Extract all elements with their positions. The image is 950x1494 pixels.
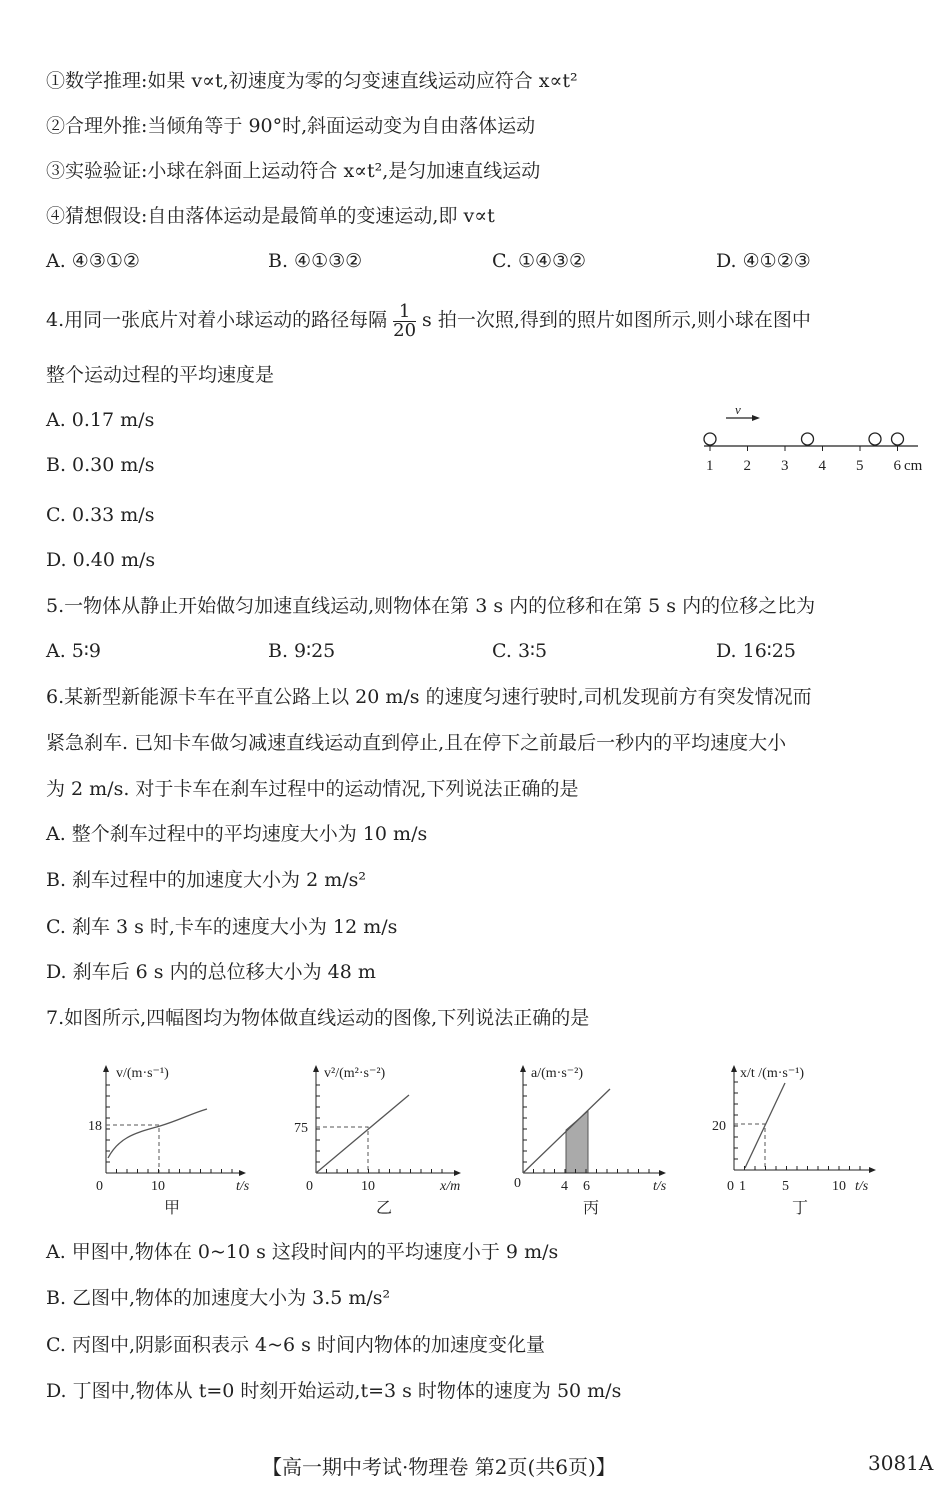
unit-label: cm (904, 458, 923, 474)
caption: 乙 (376, 1200, 393, 1217)
velocity-label: v (735, 402, 741, 417)
x-mark: 10 (151, 1179, 165, 1194)
step-3: ③实验验证:小球在斜面上运动符合 x∝t²,是匀加速直线运动 (46, 160, 541, 182)
y-axis-label: v/(m·s⁻¹) (116, 1066, 169, 1081)
x-mark: 10 (361, 1179, 375, 1194)
step-2: ②合理外推:当倾角等于 90°时,斜面运动变为自由落体运动 (46, 115, 536, 137)
option-d[interactable]: D. ④①②③ (716, 250, 811, 272)
ball (802, 433, 814, 445)
q6-option-d[interactable]: D. 刹车后 6 s 内的总位移大小为 48 m (46, 961, 376, 983)
x-mark: 0 (96, 1179, 103, 1194)
q7-option-b[interactable]: B. 乙图中,物体的加速度大小为 3.5 m/s² (46, 1287, 391, 1309)
caption: 丙 (583, 1200, 600, 1217)
q4-text-a: 4.用同一张底片对着小球运动的路径每隔 (46, 309, 388, 331)
q5-option-d[interactable]: D. 16∶25 (716, 640, 796, 662)
option-c[interactable]: C. ①④③② (492, 250, 587, 272)
q4-stem-2: 整个运动过程的平均速度是 (46, 364, 275, 386)
caption: 甲 (164, 1200, 181, 1217)
x-mark: 6 (583, 1179, 590, 1194)
graph-ding (712, 1066, 875, 1217)
q5-option-c[interactable]: C. 3∶5 (492, 640, 548, 662)
curve (108, 1109, 207, 1158)
q6-stem-3: 为 2 m/s. 对于卡车在刹车过程中的运动情况,下列说法正确的是 (46, 778, 579, 800)
graph-yi (294, 1066, 460, 1217)
q4-option-b[interactable]: B. 0.30 m/s (46, 454, 155, 476)
x-mark: 0 (514, 1176, 521, 1191)
line (316, 1095, 409, 1173)
q5-option-a[interactable]: A. 5∶9 (46, 640, 101, 662)
x-mark: 0 (306, 1179, 313, 1194)
x-mark: 1 (739, 1179, 746, 1194)
arrow-head-icon (752, 415, 760, 421)
y-axis-label: a/(m·s⁻²) (531, 1066, 584, 1081)
y-axis-label: v²/(m²·s⁻²) (324, 1066, 386, 1081)
ball (704, 433, 716, 445)
frac-num: 1 (393, 303, 416, 322)
ruler-tick-label: 1 (706, 458, 714, 474)
q6-option-a[interactable]: A. 整个刹车过程中的平均速度大小为 10 m/s (46, 823, 428, 845)
q7-option-d[interactable]: D. 丁图中,物体从 t=0 时刻开始运动,t=3 s 时物体的速度为 50 m/s (46, 1380, 622, 1402)
option-a[interactable]: A. ④③①② (46, 250, 140, 272)
y-mark: 20 (712, 1119, 726, 1134)
q4-option-a[interactable]: A. 0.17 m/s (46, 409, 155, 431)
x-axis-label: x/m (440, 1179, 461, 1194)
ball (892, 433, 904, 445)
q7-graphs (80, 1050, 900, 1220)
y-mark: 75 (294, 1121, 308, 1136)
x-mark: 5 (782, 1179, 789, 1194)
q6-stem-2: 紧急刹车. 已知卡车做匀减速直线运动直到停止,且在停下之前最后一秒内的平均速度大小 (46, 732, 787, 754)
x-mark: 4 (561, 1179, 568, 1194)
q5-stem: 5.一物体从静止开始做匀加速直线运动,则物体在第 3 s 内的位移和在第 5 s 内的位移之比为 (46, 595, 816, 617)
ruler-tick-label: 6 (893, 458, 901, 474)
q4-option-d[interactable]: D. 0.40 m/s (46, 549, 156, 571)
x-axis-label: t/s (653, 1179, 667, 1194)
caption: 丁 (792, 1200, 809, 1217)
page-footer (0, 1451, 950, 1479)
q4-text-b: s 拍一次照,得到的照片如图所示,则小球在图中 (422, 309, 811, 331)
x-mark: 0 (727, 1179, 734, 1194)
ball (869, 433, 881, 445)
graph-bing (514, 1066, 667, 1217)
q7-stem: 7.如图所示,四幅图均为物体做直线运动的图像,下列说法正确的是 (46, 1007, 590, 1029)
footer-code: 3081A (868, 1451, 934, 1475)
y-mark: 18 (88, 1119, 102, 1134)
q4-option-c[interactable]: C. 0.33 m/s (46, 504, 155, 526)
frac-den: 20 (393, 319, 417, 341)
graph-jia (88, 1066, 250, 1217)
q6-option-c[interactable]: C. 刹车 3 s 时,卡车的速度大小为 12 m/s (46, 916, 398, 938)
footer-center: 【高一期中考试·物理卷 第2页(共6页)】 (262, 1455, 616, 1479)
ball-photo-figure (690, 400, 940, 480)
ruler-tick-label: 3 (781, 458, 789, 474)
q5-option-b[interactable]: B. 9∶25 (268, 640, 336, 662)
line (745, 1083, 785, 1168)
ruler-tick-label: 5 (856, 458, 864, 474)
fraction (393, 300, 417, 341)
q6-option-b[interactable]: B. 刹车过程中的加速度大小为 2 m/s² (46, 869, 366, 891)
step-4: ④猜想假设:自由落体运动是最简单的变速运动,即 v∝t (46, 205, 495, 227)
ruler-tick-label: 2 (743, 458, 751, 474)
x-axis-label: t/s (855, 1179, 869, 1194)
x-axis-label: t/s (236, 1179, 250, 1194)
q7-option-a[interactable]: A. 甲图中,物体在 0~10 s 这段时间内的平均速度小于 9 m/s (46, 1241, 559, 1263)
q4-stem (46, 300, 811, 340)
y-axis-label: x/t /(m·s⁻¹) (740, 1066, 805, 1081)
option-b[interactable]: B. ④①③② (268, 250, 363, 272)
q6-stem-1: 6.某新型新能源卡车在平直公路上以 20 m/s 的速度匀速行驶时,司机发现前方有突发情况而 (46, 686, 812, 708)
x-mark: 10 (832, 1179, 846, 1194)
ruler-tick-label: 4 (818, 458, 826, 474)
q7-option-c[interactable]: C. 丙图中,阴影面积表示 4~6 s 时间内物体的加速度变化量 (46, 1334, 545, 1356)
step-1: ①数学推理:如果 v∝t,初速度为零的匀变速直线运动应符合 x∝t² (46, 70, 578, 92)
